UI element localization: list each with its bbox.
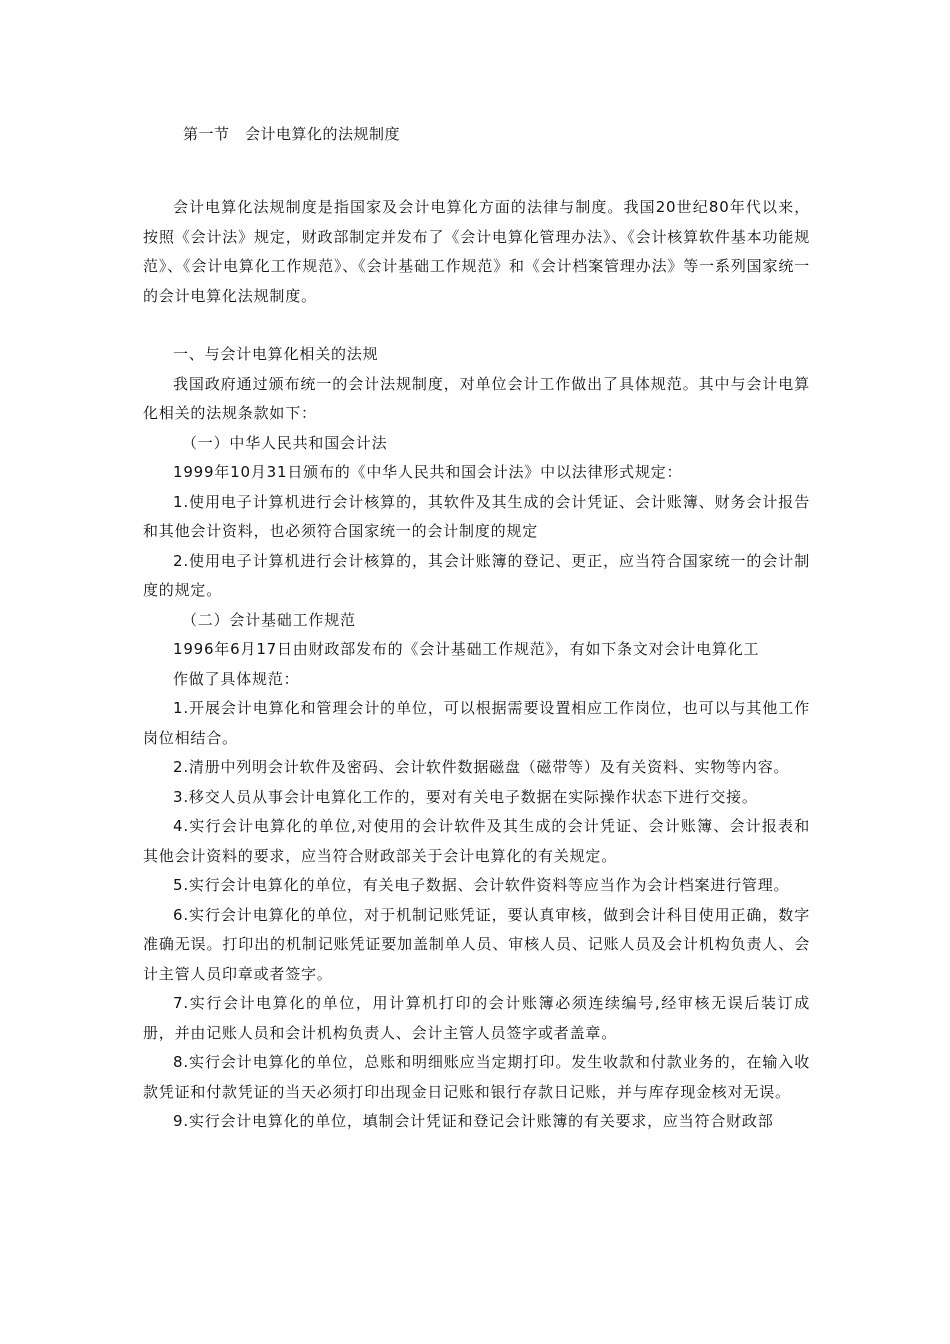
- paragraph-law-intro: 1999年10月31日颁布的《中华人民共和国会计法》中以法律形式规定：: [173, 463, 683, 481]
- law-item: 2.使用电子计算机进行会计核算的，其会计账簿的登记、更正，应当符合国家统一的会计制度的规定。: [143, 551, 810, 599]
- norm-item: 8.实行会计电算化的单位，总账和明细账应当定期打印。发生收款和付款业务的，在输入收款凭证和付款凭证的当天必须打印出现金日记账和银行存款日记账，并与库存现金核对无误。: [143, 1053, 810, 1101]
- norm-item: 3.移交人员从事会计电算化工作的，要对有关电子数据在实际操作状态下进行交接。: [173, 787, 758, 806]
- norm-item: 2.清册中列明会计软件及密码、会计软件数据磁盘（磁带等）及有关资料、实物等内容。: [173, 758, 790, 776]
- paragraph-norms-intro-cont: 作做了具体规范：: [173, 669, 300, 688]
- norm-item: 9.实行会计电算化的单位，填制会计凭证和登记会计账簿的有关要求，应当符合财政部: [173, 1112, 774, 1130]
- subheading-basic-work-norms: （二）会计基础工作规范: [182, 610, 356, 629]
- norm-item: 1.开展会计电算化和管理会计的单位，可以根据需要设置相应工作岗位，也可以与其他工作岗位相结合。: [143, 699, 810, 747]
- norm-item: 7.实行会计电算化的单位，用计算机打印的会计账簿必须连续编号,经审核无误后装订成册，并由记账人员和会计机构负责人、会计主管人员签字或者盖章。: [143, 994, 810, 1042]
- norm-item: 5.实行会计电算化的单位，有关电子数据、会计软件资料等应当作为会计档案进行管理。: [173, 876, 790, 894]
- paragraph-norms-intro: 1996年6月17日由财政部发布的《会计基础工作规范》，有如下条文对会计电算化工: [173, 640, 760, 658]
- law-item: 1.使用电子计算机进行会计核算的，其软件及其生成的会计凭证、会计账簿、财务会计报告和其他会计资料，也必须符合国家统一的会计制度的规定: [143, 492, 810, 540]
- section-title: 第一节 会计电算化的法规制度: [183, 125, 401, 143]
- norm-item: 6.实行会计电算化的单位，对于机制记账凭证，要认真审核，做到会计科目使用正确，数字准确无误。打印出的机制记账凭证要加盖制单人员、审核人员、记账人员及会计机构负责人、会计主管人员印章或者签字。: [143, 905, 810, 983]
- document-body: [143, 193, 810, 1137]
- paragraph-overview: 我国政府通过颁布统一的会计法规制度，对单位会计工作做出了具体规范。其中与会计电算化相关的法规条款如下：: [143, 374, 810, 422]
- intro-paragraph: 会计电算化法规制度是指国家及会计电算化方面的法律与制度。我国20世纪80年代以来，按照《会计法》规定，财政部制定并发布了《会计电算化管理办法》、《会计核算软件基本功能规范》、《会计电算化工作规范》、《会计基础工作规范》和《会计档案管理办法》等一系列国家统一的会计电算化法规制度。: [143, 198, 810, 305]
- heading-related-laws: 一、与会计电算化相关的法规: [173, 345, 379, 363]
- norm-item: 4.实行会计电算化的单位,对使用的会计软件及其生成的会计凭证、会计账簿、会计报表和其他会计资料的要求，应当符合财政部关于会计电算化的有关规定。: [143, 817, 810, 865]
- subheading-accounting-law: （一）中华人民共和国会计法: [182, 433, 388, 452]
